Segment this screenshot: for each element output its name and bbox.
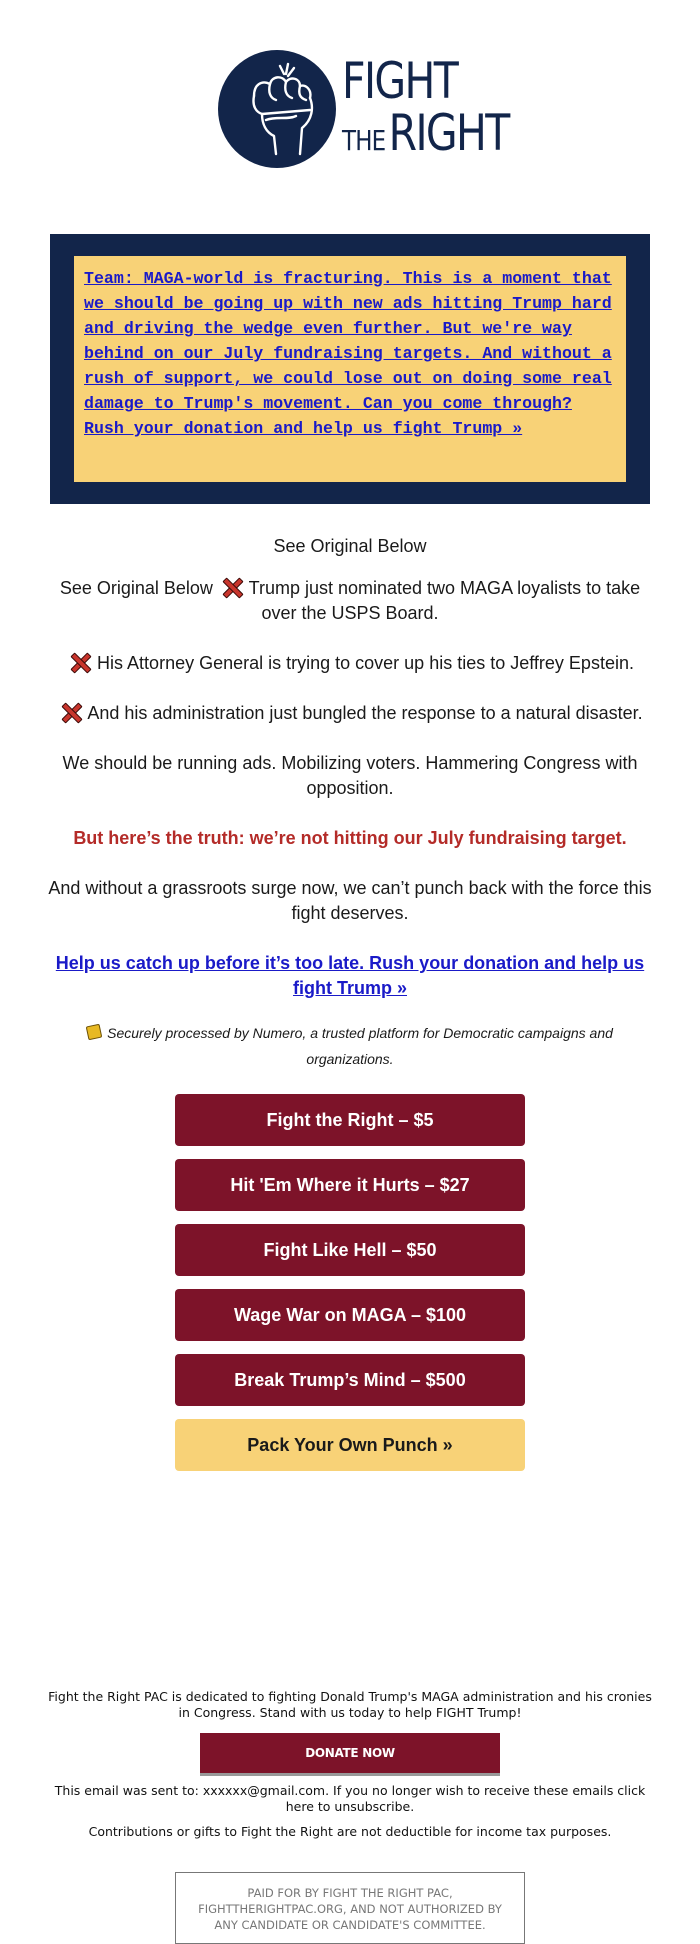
logo-fight: FIGHT	[342, 52, 458, 110]
unsubscribe-link[interactable]: This email was sent to: xxxxxx@gmail.com. If you no longer wish to receive these emails click here to unsubscribe.	[54, 1783, 646, 1814]
footer-sent-to	[45, 1783, 655, 1815]
paragraph-disaster-text: And his administration just bungled the response to a natural disaster.	[87, 703, 643, 723]
logo-the-right	[342, 104, 509, 162]
paid-for-disclaimer: PAID FOR BY FIGHT THE RIGHT PAC, FIGHTTHERIGHTPAC.ORG, AND NOT AUTHORIZED BY ANY CANDIDATE OR CANDIDATE'S COMMITTEE.	[175, 1872, 525, 1944]
paragraph-usps	[40, 576, 660, 626]
cta-paragraph	[50, 951, 650, 1001]
secure-processing-note	[70, 1020, 630, 1072]
footer-mission: Fight the Right PAC is dedicated to fighting Donald Trump's MAGA administration and his cronies in Congress. Stand with us today to help FIGHT Trump!	[48, 1689, 652, 1720]
catch-up-donate-link[interactable]: Help us catch up before it’s too late. Rush your donation and help us fight Trump »	[55, 953, 645, 998]
donate-500-button[interactable]: Break Trump’s Mind – $500	[175, 1354, 525, 1406]
logo-the: THE	[342, 124, 386, 157]
lock-icon	[86, 1024, 103, 1041]
paragraph-epstein-text: His Attorney General is trying to cover up his ties to Jeffrey Epstein.	[97, 653, 634, 673]
hero-banner	[50, 234, 650, 504]
donate-5-button[interactable]: Fight the Right – $5	[175, 1094, 525, 1146]
red-x-icon	[221, 577, 241, 597]
donate-now-button[interactable]: DONATE NOW	[200, 1733, 500, 1773]
red-x-icon	[69, 652, 89, 672]
logo-right: RIGHT	[388, 104, 509, 162]
logo-wordmark	[342, 52, 545, 162]
fist-icon	[218, 50, 336, 168]
red-x-icon	[60, 702, 80, 722]
paragraph-usps-text: Trump just nominated two MAGA loyalists to take over the USPS Board.	[248, 578, 641, 623]
hero-donate-link[interactable]: Team: MAGA-world is fracturing. This is a moment that we should be going up with new ads hitting Trump hard and driving the wedge even further. But we're way behind on our July fundraising targets. And without a rush of support, we could lose out on doing some real damage to Trump's movement. Can you come through? Rush your donation and help us fight Trump »	[84, 269, 612, 438]
donate-custom-button[interactable]: Pack Your Own Punch »	[175, 1419, 525, 1471]
donate-100-button[interactable]: Wage War on MAGA – $100	[175, 1289, 525, 1341]
fist-logo-circle	[218, 50, 336, 168]
footer-tax-note: Contributions or gifts to Fight the Right are not deductible for income tax purposes.	[88, 1824, 612, 1839]
alert-text: But here’s the truth: we’re not hitting our July fundraising target.	[73, 828, 627, 848]
paragraph-grassroots: And without a grassroots surge now, we can’t punch back with the force this fight deserves.	[48, 878, 652, 923]
donate-50-button[interactable]: Fight Like Hell – $50	[175, 1224, 525, 1276]
hero-inner-box	[74, 256, 626, 482]
see-original-prefix: See Original Below	[59, 578, 213, 598]
see-original-heading: See Original Below	[273, 536, 427, 556]
donate-27-button[interactable]: Hit 'Em Where it Hurts – $27	[175, 1159, 525, 1211]
paragraph-epstein	[40, 651, 660, 676]
secure-processing-text: Securely processed by Numero, a trusted platform for Democratic campaigns and organizations.	[107, 1025, 613, 1067]
paragraph-ads: We should be running ads. Mobilizing voters. Hammering Congress with opposition.	[62, 753, 638, 798]
fight-the-right-logo[interactable]	[218, 50, 509, 170]
paragraph-disaster	[40, 701, 660, 726]
